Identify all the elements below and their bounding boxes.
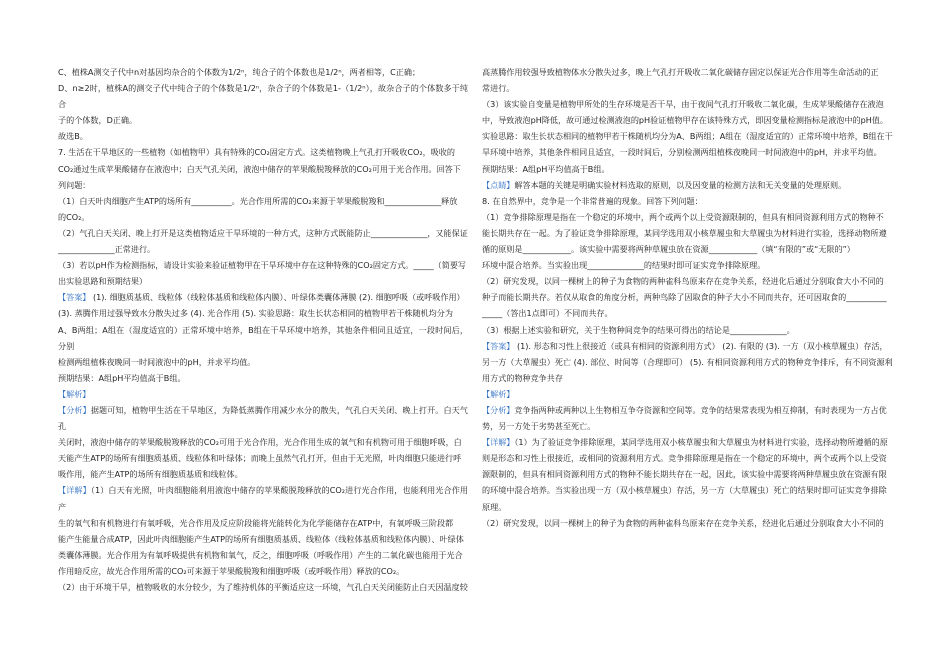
text-line: 预期结果：A组pH平均值高于B组。 [482,163,610,174]
text-line: 故选B。 [58,131,88,142]
text-line: 类囊体薄膜。光合作用为有氧呼吸提供有机物和氧气，反之，细胞呼吸（呼吸作用）产生的二氧化碳也能用于光合 [58,549,463,560]
text-line: 环境中混合培养。当实验出现______________的结果时即可证实竞争排除原理。 [482,260,766,271]
text-line: 关闭时，液泡中储存的苹果酸脱羧释放的CO₂可用于光合作用，光合作用生成的氧气和有机物可用于细胞呼吸，白 [58,437,462,448]
text-line: （3）根据上述实验和研究，关于生物种间竞争的结果可得出的结论是______________。 [482,324,795,335]
right-column [482,64,894,531]
section-tag: 【解析】 [482,388,515,399]
text-line: （2）由于环境干旱，植物吸收的水分较少，为了维持机体的平衡适应这一环境，气孔白天关闭能防止白天因温度较 [58,582,468,592]
section-tag: 【分析】 [58,404,91,415]
section-tag: 【点睛】 [482,179,515,190]
text-line: 检测两组植株夜晚同一时间液泡中的pH，并求平均值。 [58,356,256,367]
text-line: 原理。 [482,501,507,512]
text-line: CO₂通过生成苹果酸储存在液泡中；白天气孔关闭，液泡中储存的苹果酸脱羧释放的CO₂可用于光合作用。回答下 [58,163,461,174]
text-line: C、植株A测交子代中n对基因均杂合的个体数为1/2ⁿ，纯合子的个体数也是1/2ⁿ，两者相等，C正确； [58,67,421,77]
section-tag: 【详解】 [58,485,91,496]
answer-line: 【答案】 (1). 形态和习性上很接近（或具有相同的资源利用方式） (2). 有限的 (3). 一方（双小核草履虫）存活， [482,340,888,351]
text-line: 实验思路：取生长状态相同的植物甲若干株随机均分为A、B两组；A组在（湿度适宜的）正常环境中培养，B组在干 [482,131,893,142]
text-line: 天能产生ATP的场所有细胞质基质、线粒体和叶绿体；而晚上虽然气孔打开，但由于无光照，叶肉细胞只能进行呼 [58,453,462,464]
section-tag: 【答案】 [482,340,515,351]
text-line: 生的氧气和有机物进行有氧呼吸，光合作用及反应阶段能将光能转化为化学能储存在ATP中，有氧呼吸三阶段都 [58,517,454,528]
text-line: 子的个体数，D正确。 [58,115,138,126]
text-line: A、B两组；A组在（湿度适宜的）正常环境中培养，B组在干旱环境中培养，其他条件相同且适宜，一段时间后，分别 [58,324,468,351]
text-line: （2）研究发现，以同一棵树上的种子为食物的两种雀科鸟原来存在竞争关系，经进化后通过分别取食大小不同的 [482,517,884,528]
text-line: 【详解】（1）为了验证竞争排除原理，某同学选用双小核草履虫和大草履虫为材料进行实验，选择动物所遵循的原 [482,437,888,448]
tip-line: 【点睛】解答本题的关键是明确实验材料选取的原则，以及因变量的检测方法和无关变量的处理原则。 [482,179,847,190]
text-line: 则是形态和习性上很接近，或相同的资源利用方式。竞争排除原理是指在一个稳定的环境中，两个或两个以上受资 [482,453,887,464]
text-line: 源限制的，但具有相同资源利用方式的物种不能长期共存在一起，因此，该实验中需要将两种草履虫放在资源有限 [482,469,887,480]
left-column [58,64,468,595]
text-line: 【分析】据题可知，植物甲生活在干旱地区，为降低蒸腾作用减少水分的散失，气孔白天关闭、晚上打开。白天气孔 [58,404,468,432]
text-line: ______________正常进行。 [58,244,156,255]
section-tag: 【分析】 [482,404,515,415]
text-line: 势，另一方处于劣势甚至死亡。 [482,421,596,432]
analysis-tag-line [58,386,468,402]
text-line: 用方式的物种竞争共存 [482,372,563,383]
question-8-line: 8. 在自然界中，竞争是一个非常普遍的现象。回答下列问题： [482,195,703,206]
text-line: （1）竞争排除原理是指在一个稳定的环境中，两个或两个以上受资源限制的，但具有相同资源利用方式的物种不 [482,211,884,222]
text-line: 列问题： [58,179,91,190]
question-7-line: 7. 生活在干旱地区的一些植物（如植物甲）具有特殊的CO₂固定方式。这类植物晚上气孔打开吸收CO₂，吸收的 [58,147,455,158]
section-tag: 【答案】 [58,292,91,303]
text-line: D、n≥2时，植株A的测交子代中纯合子的个体数是1/2ⁿ，杂合子的个体数是1-（1/2ⁿ），故杂合子的个体数多于纯合 [58,83,468,110]
text-line: 出实验思路和预期结果） [58,276,148,287]
section-tag: 【详解】 [482,437,515,448]
analysis-tag-line [482,386,894,402]
text-line: 中，导致液泡pH降低，故可通过检测液泡的pH验证植物甲存在该特殊方式，即因变量检测指标是液泡中的pH值。 [482,115,888,126]
text-line: 高蒸腾作用较强导致植物体水分散失过多，晚上气孔打开吸收二氧化碳储存固定以保证光合作用等生命活动的正 [482,67,879,77]
text-line: 旱环境中培养，其他条件相同且适宜，一段时间后，分别检测两组植株夜晚同一时间液泡中的pH，并求平均值。 [482,147,882,158]
text-line: (3). 蒸腾作用过强导致水分散失过多 (4). 光合作用 (5). 实验思路：取生长状态相同的植物甲若干株随机均分为 [58,308,453,319]
text-line: （2）研究发现，以同一棵树上的种子为食物的两种雀科鸟原来存在竞争关系，经进化后通过分别取食大小不同的 [482,276,884,287]
text-line: （3）若以pH作为检测指标，请设计实验来验证植物甲在干旱环境中存在这种特殊的CO₂固定方式。_____（简要写 [58,260,467,271]
text-line: （3）该实验自变量是植物甲所处的生存环境是否干旱，由于夜间气孔打开吸收二氧化碳，生成苹果酸储存在液泡 [482,99,884,110]
text-line: 另一方（大草履虫）死亡 (4). 部位、时间等（合理即可） (5). 有相同资源利用方式的物种竞争排斥，有不同资源利 [482,356,893,367]
text-line: （1）白天叶肉细胞产生ATP的场所有__________。光合作用所需的CO₂来源于苹果酸脱羧和______________释放 [58,195,458,206]
text-line: 常进行。 [482,83,515,94]
text-line: _____（答出1点即可）不同而共存。 [482,308,613,319]
text-line: 【分析】竞争指两种或两种以上生物相互争夺资源和空间等。竞争的结果常表现为相互抑制，有时表现为一方占优 [482,404,887,415]
section-tag: 【解析】 [58,388,91,399]
text-line: 预期结果：A组pH平均值高于B组。 [58,372,186,383]
text-line: 循的原则是____________。该实验中需要将两种草履虫放在资源____________（填“有限的”或“无限的”） [482,244,855,255]
text-line: 【详解】（1）白天有光照，叶肉细胞能利用液泡中储存的苹果酸脱羧释放的CO₂进行光合作用，也能利用光合作用产 [58,485,468,512]
text-line: 吸作用，能产生ATP的场所有细胞质基质和线粒体。 [58,469,243,480]
text-line: 能长期共存在一起。为了验证竞争排除原理，某同学选用双小核草履虫和大草履虫为材料进行实验，选择动物所遵 [482,227,887,238]
text-line: 种子而能长期共存。若仅从取食的角度分析，两种鸟除了因取食的种子大小不同而共存，还可因取食的__________ [482,292,887,303]
answer-line: 【答案】 (1). 细胞质基质、线粒体（线粒体基质和线粒体内膜）、叶绿体类囊体薄膜 (2). 细胞呼吸（或呼吸作用） [58,292,465,303]
text-line: 的环境中混合培养。当实验出现一方（双小核草履虫）存活，另一方（大草履虫）死亡的结果时即可证实竞争排除 [482,485,887,496]
text-line: （2）气孔白天关闭、晚上打开是这类植物适应干旱环境的一种方式，这种方式既能防止______________，又能保证 [58,227,468,238]
text-line: 作用暗反应，故光合作用所需的CO₂可来源于苹果酸脱羧和细胞呼吸（或呼吸作用）释放的CO₂。 [58,565,405,576]
text-line: 的CO₂。 [58,211,90,222]
text-line: 能产生能量合成ATP，因此叶肉细胞能产生ATP的场所有细胞质基质、线粒体（线粒体基质和线粒体内膜）、叶绿体 [58,533,464,544]
